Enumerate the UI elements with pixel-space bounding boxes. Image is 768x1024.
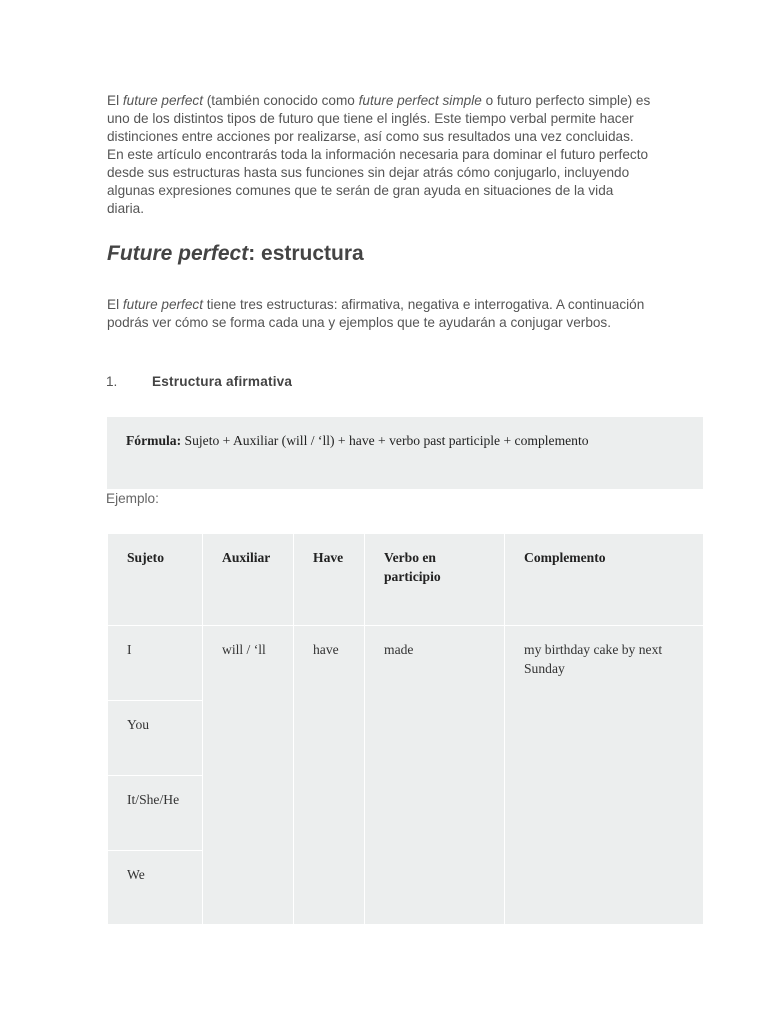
intro-italic-term-2: future perfect simple [358, 93, 482, 108]
list-item-label: Estructura afirmativa [152, 374, 293, 389]
formula-box [107, 417, 703, 489]
cell-subject: It/She/He [108, 776, 203, 851]
cell-subject: You [108, 701, 203, 776]
cell-subject: We [108, 851, 203, 925]
header-sujeto: Sujeto [108, 534, 203, 626]
list-number: 1. [106, 374, 118, 389]
formula-label: Fórmula: [126, 433, 182, 448]
structures-paragraph: El future perfect tiene tres estructuras: afirmativa, negativa e interrogativa. A continuación podrás ver cómo se forma cada una y ejemplos que te ayudarán a conjugar verbos. [107, 297, 645, 330]
cell-complemento: my birthday cake by next Sunday [505, 626, 704, 925]
list-item-affirmative [106, 374, 292, 389]
formula-text: Fórmula: Sujeto + Auxiliar (will / ‘ll) + have + verbo past participle + complemento [126, 433, 589, 448]
cell-verbo: made [365, 626, 505, 925]
cell-auxiliar: will / ‘ll [203, 626, 294, 925]
header-complemento: Complemento [505, 534, 704, 626]
example-table [107, 533, 704, 925]
intro-italic-term: future perfect [122, 93, 203, 108]
cell-subject: I [108, 626, 203, 701]
header-verbo: Verbo en participio [365, 534, 505, 626]
cell-have: have [294, 626, 365, 925]
header-auxiliar: Auxiliar [203, 534, 294, 626]
example-label: Ejemplo: [106, 491, 159, 506]
section-heading: Future perfect: estructura [107, 242, 364, 265]
structures-italic-term: future perfect [122, 297, 203, 312]
intro-paragraph: El future perfect (también conocido como future perfect simple o futuro perfecto simple) es uno de los distintos tipos de futuro que tiene el inglés. Este tiempo verbal permite hacer distinciones entre acciones por realizarse, así como sus resultados una vez concluidas. En este artículo encontrarás toda la información necesaria para dominar el futuro perfecto desde sus estructuras hasta sus funciones sin dejar atrás cómo conjugarlo, incluyendo algunas expresiones comunes que te serán de gran ayuda en situaciones de la vida diaria. [107, 93, 651, 216]
header-have: Have [294, 534, 365, 626]
